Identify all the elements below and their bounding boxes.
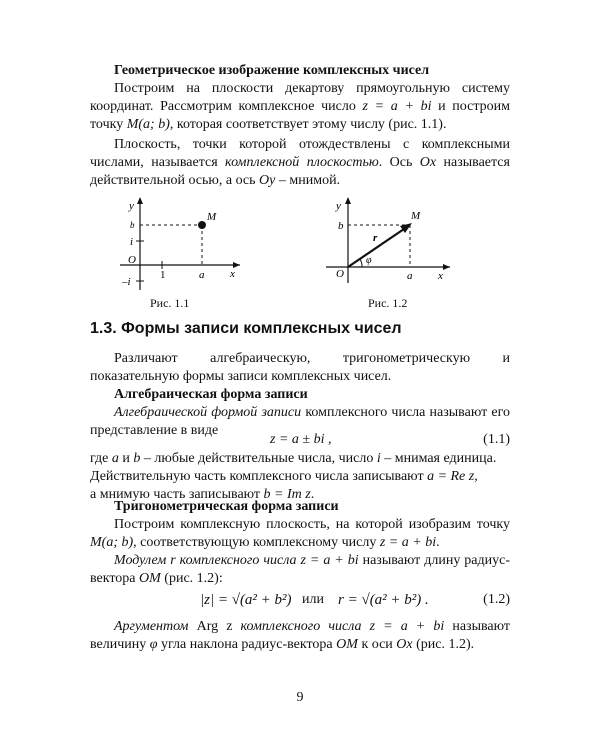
formula: Ox xyxy=(419,155,437,170)
formula: a = Re z xyxy=(427,469,475,484)
text: – любые действительные числа, число xyxy=(140,451,377,466)
label-b: b xyxy=(338,220,344,232)
formula: i xyxy=(376,451,381,466)
equation-number: (1.1) xyxy=(483,432,510,447)
term: Аргументом xyxy=(114,619,189,634)
text: Построим на плоскости декартову прямоугольную систему координат. Рассмотрим комплексное число xyxy=(90,81,510,114)
label-o: O xyxy=(336,268,344,280)
formula: z = a + bi xyxy=(369,619,445,634)
label-phi: φ xyxy=(366,255,372,266)
term: комплексной плоскостью xyxy=(225,155,379,170)
formula: z = a + bi xyxy=(362,99,432,114)
paragraph-trig-plane xyxy=(90,516,510,552)
equation-1-2 xyxy=(90,592,510,614)
paragraph-definitions xyxy=(90,450,510,504)
formula: z = a + bi xyxy=(379,535,437,550)
label-m: M xyxy=(207,211,217,223)
label-o: O xyxy=(128,254,136,266)
label-i: i xyxy=(130,236,134,248)
equation-number: (1.2) xyxy=(483,592,510,607)
paragraph-plane xyxy=(90,136,510,190)
text: Плоскость, точки которой отождествлены с комплексными числами, называется xyxy=(90,137,510,170)
point-m xyxy=(198,221,206,229)
text: и xyxy=(118,451,134,466)
section-title: Геометрическое изображение комплексных чисел xyxy=(114,63,430,78)
x-arrow xyxy=(443,264,450,270)
text: комплексного числа называют его представление в виде xyxy=(90,405,510,438)
paragraph-forms: Различают алгебраическую, тригонометрическую и показательную формы записи комплексных чисел. xyxy=(90,351,510,384)
text: Действительную часть комплексного числа записывают xyxy=(90,469,428,484)
text: . Ось xyxy=(378,155,420,170)
text: – мнимой. xyxy=(275,173,341,188)
label-one: 1 xyxy=(160,269,166,281)
text: Построим комплексную плоскость, на которой изобразим точку xyxy=(114,517,510,532)
formula: Ox xyxy=(396,637,413,652)
label-a: a xyxy=(199,269,205,281)
caption-fig-1-1: Рис. 1.1 xyxy=(150,296,190,310)
text: (рис. 1.2): xyxy=(160,571,223,586)
term: Модулем r комплексного числа xyxy=(114,553,301,568)
text: Arg z xyxy=(188,619,241,634)
formula: b xyxy=(133,451,141,466)
y-arrow xyxy=(345,197,351,204)
figure-1-1 xyxy=(110,195,250,295)
equation-1-1 xyxy=(90,432,510,450)
label-x: x xyxy=(230,268,235,280)
formula: OM xyxy=(336,637,358,652)
text: называется действительной осью, а ось xyxy=(90,155,510,188)
text: а мнимую часть записывают xyxy=(90,487,264,502)
subheading-trigonometric: Тригонометрическая форма записи xyxy=(114,499,339,514)
angle-arc xyxy=(360,259,362,267)
page-number: 9 xyxy=(296,690,304,705)
formula: |z| = √(a² + b²) xyxy=(200,592,292,608)
formula: M(a; b) xyxy=(126,117,170,132)
text: и построим точку xyxy=(90,99,511,132)
text: где xyxy=(90,451,112,466)
text: называют длину радиус-вектора xyxy=(90,553,511,586)
term: Алгебраической формой записи xyxy=(114,405,302,420)
paragraph-argument xyxy=(90,618,510,654)
label-a: a xyxy=(407,270,413,282)
formula: z = a ± bi , xyxy=(270,432,332,447)
paragraph-modulus xyxy=(90,552,510,588)
text: – мнимая единица. xyxy=(380,451,497,466)
section-heading-1-3: 1.3. Формы записи комплексных чисел xyxy=(90,320,402,337)
label-y: y xyxy=(336,200,341,212)
text: называют величину xyxy=(90,619,511,652)
formula: r = √(a² + b²) . xyxy=(338,592,429,608)
formula: a xyxy=(111,451,119,466)
text: , xyxy=(474,469,478,484)
text: (рис. 1.2). xyxy=(412,637,475,652)
text: , которая соответствует этому числу (рис. 1.1). xyxy=(169,117,447,132)
formula: M(a; b) xyxy=(90,535,134,550)
text: . xyxy=(310,487,315,502)
text: или xyxy=(302,592,324,607)
figure-1-2 xyxy=(318,195,458,290)
label-r: r xyxy=(373,232,378,244)
text: . xyxy=(436,535,440,550)
formula: Oy xyxy=(259,173,276,188)
formula: φ xyxy=(149,637,158,652)
paragraph-coords xyxy=(90,80,510,134)
text: к оси xyxy=(357,637,397,652)
label-b: b xyxy=(130,220,135,230)
y-arrow xyxy=(137,197,143,204)
label-m: M xyxy=(411,210,421,222)
formula: OM xyxy=(139,571,161,586)
formula: z = a + bi xyxy=(300,553,359,568)
formula: b = Im z xyxy=(263,487,311,502)
text: угла наклона радиус-вектора xyxy=(157,637,337,652)
text: , соответствующую комплексному числу xyxy=(133,535,380,550)
caption-fig-1-2: Рис. 1.2 xyxy=(368,296,408,310)
label-x: x xyxy=(438,270,443,282)
subheading-algebraic: Алгебраическая форма записи xyxy=(114,387,308,402)
label-y: y xyxy=(129,200,134,212)
label-minus-i: –i xyxy=(122,276,131,288)
term: комплексного числа xyxy=(240,619,370,634)
